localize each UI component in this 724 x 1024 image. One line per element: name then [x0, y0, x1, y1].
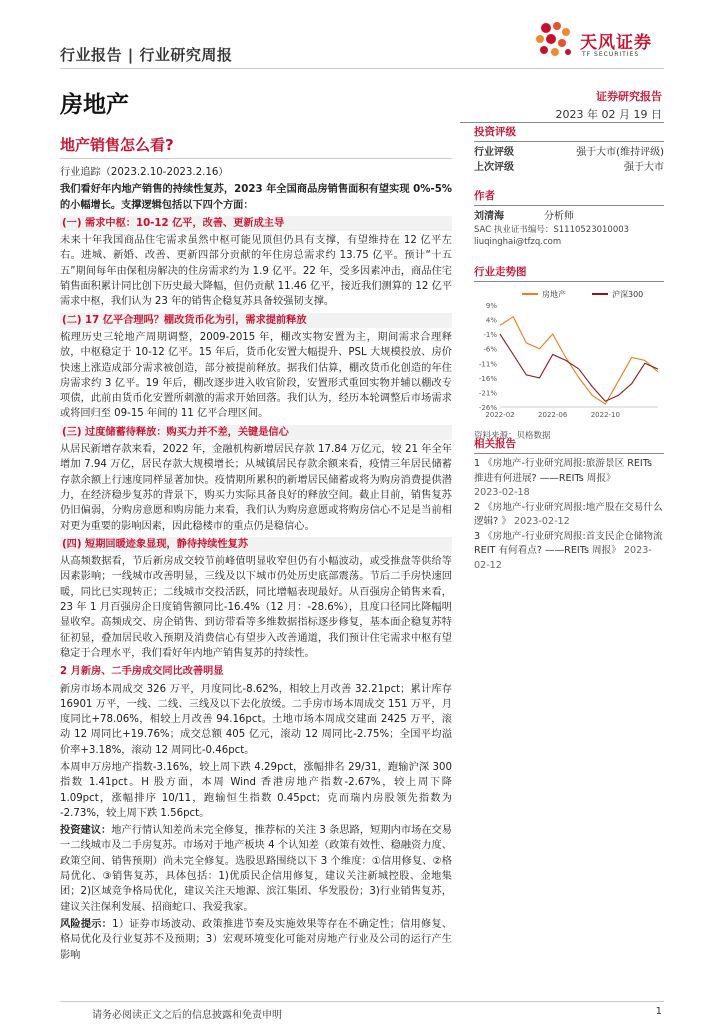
author-box: [474, 188, 664, 248]
related-item[interactable]: 3 《房地产-行业研究周报:首支民企仓储物流 REIT 有何看点? ——REITs 周报》 2023-02-12: [474, 530, 663, 571]
section-1-title: (一) 需求中枢：10-12 亿平，改善、更新成主导: [60, 216, 452, 231]
investment-body: 地产行情认知差尚未完全修复，推荐标的关注 3 条思路，短期内市场在交易一二线城市及二手房复苏。市场对于地产板块 4 个认知差（政策有效性、稳融资力度、政策空间、销售预期）尚未完全修复。选股思路围绕以下 3 个维度：①信用修复、②格局优化、③销售复苏，具体包括：1)优质民企信用修复，建议关注新城控股、金地集团；2)区域竞争格局优化，建议关注天地源、滨江集团、华发股份；3)行业销售复苏，建议关注保利发展、招商蛇口、我爱我家。: [60, 825, 452, 913]
logo-icon: [532, 18, 578, 64]
related-item[interactable]: 2 《房地产-行业研究周报:地产股在交易什么逻辑? 》 2023-02-12: [474, 501, 663, 527]
trend-chart: [474, 285, 664, 425]
investment-label: 投资建议：: [60, 825, 112, 837]
report-label: 证券研究报告: [596, 90, 662, 103]
series-line: [500, 334, 658, 401]
risk-warning: [60, 917, 452, 963]
author-role: 分析师: [544, 211, 574, 222]
logo-subtext: TF SECURITIES: [582, 51, 640, 58]
legend-label: 沪深300: [612, 290, 644, 299]
section-2-body: 梳理历史三轮地产周期调整，2009-2015 年，棚改实物安置为主，期间需求合理释放，中枢稳定于 10-12 亿平。15 年后，货币化安置大幅提升、PSL 大规模投放、房价快速上涨造成部分需求被创造，部分被提前释放。据我们估算，棚改货币化创造的年住房需求约 3 亿平。19 年后，棚改逐步进入收官阶段，安置形式重回实物并辅以棚改专项债，此前由货币化安置所刺激的需求开始回落。我们认为，经历本轮调整后市场需求或将回归至 09-15 年间的 11 亿平合理区间。: [60, 331, 452, 420]
title-divider: [60, 158, 452, 159]
investment-advice: [60, 823, 452, 915]
page-number: 1: [655, 1006, 662, 1017]
y-tick-label: -26%: [478, 404, 497, 412]
footer-divider: [60, 1001, 664, 1002]
author-name: 刘清海: [474, 211, 504, 222]
section-4-body: 从高频数据看，节后新房成交较节前峰值明显收窄但仍有小幅波动，或受推盘等供给等因素影响；一线城市改善明显，三线及以下城市仍处历史底部震荡。节后二手房快速回暖，同比已实现转正；二线城市交投活跃，同比增幅表现最好。从百强房企销售来看，23 年 1 月百强房企日度销售额同比-16.4%（12 月：-28.6%），且度口径同比降幅明显收窄。高频成交、房企销售、到访带看等多维数据指标逐步修复，基本面企稳复苏特征初显，叠加居民收入预期及消费信心有望步入改善通道，我们预计住宅需求中枢有望稳定于合理水平，我们看好年内地产销售复苏的持续性。: [60, 556, 452, 659]
industry-title: 房地产: [60, 92, 129, 118]
footer-disclaimer: 请务必阅读正文之后的信息披露和免责申明: [92, 1010, 282, 1021]
rating-value: 强于大市(维持评级): [576, 147, 664, 158]
series-line: [500, 317, 658, 404]
y-tick-label: -1%: [483, 331, 497, 340]
y-tick-label: -21%: [478, 389, 497, 398]
main-content: [60, 165, 452, 965]
report-date: 2023 年 02 月 19 日: [555, 108, 662, 121]
author-title: 作者: [474, 188, 664, 206]
rating-box: [474, 124, 664, 175]
chart-source: 资料来源：贝格数据: [474, 431, 551, 441]
section-5-body-1: 新房市场本周成交 326 万平，月度同比-8.62%，相较上月改善 32.21pct；累计库存 16901 万平，一线、二线、三线及以下去化放缓。二手房市场本周成交 151 万平，月度同比+78.06%，相较上月改善 94.16pct。土地市场本周成交建面 2425 万平，滚动 12 周同比+19.76%；成交总额 405 亿元，滚动 12 周同比-2.75%；全国平均溢价率+3.18%，滚动 12 周同比-0.46pct。: [60, 683, 452, 756]
rating-row: [474, 145, 664, 160]
prev-rating-value: 强于大市: [624, 162, 664, 173]
author-row: [474, 209, 664, 224]
section-5-title: 2 月新房、二手房成交同比改善明显: [60, 666, 224, 678]
y-tick-label: -16%: [478, 374, 497, 383]
y-tick-label: 4%: [485, 316, 497, 325]
legend-label: 房地产: [542, 290, 566, 299]
related-box: [474, 436, 664, 573]
section-2-title: (二) 17 亿平合理吗？棚改货币化为引，需求提前释放: [60, 313, 452, 328]
y-tick-label: -6%: [483, 345, 497, 354]
y-tick-label: 9%: [485, 302, 497, 310]
tracking-period: 行业追踪（2023.2.10-2023.2.16）: [60, 167, 229, 178]
date-divider: [460, 122, 664, 123]
section-4-title: (四) 短期回暖迹象显现，静待持续性复苏: [60, 537, 452, 552]
author-email[interactable]: liuqinghai@tfzq.com: [474, 237, 562, 247]
x-tick-label: 2022-02: [485, 411, 515, 419]
section-5-body-2: 本周申万房地产指数-3.16%，较上周下跌 4.29pct，涨幅排名 29/31，跑输沪深 300 指数 1.41pct。H 股方面，本周 Wind 香港房地产指数-2.67%，较上周下降 1.09pct，涨幅排序 10/11，跑输恒生指数 0.45pct；克而瑞内房股领先指数为 -2.73%，较上周下跌 1.56pct。: [60, 761, 452, 819]
logo: [532, 14, 672, 66]
chart-box: [474, 264, 664, 442]
report-type: 行业报告 | 行业研究周报: [60, 46, 233, 64]
risk-label: 风险提示：: [60, 918, 113, 930]
x-tick-label: 2022-06: [538, 411, 568, 419]
logo-text: 天风证券: [580, 33, 652, 53]
rating-title: 投资评级: [474, 124, 664, 142]
chart-title: 行业走势图: [474, 264, 664, 282]
x-tick-label: 2022-10: [590, 411, 620, 419]
prev-rating-label: 上次评级: [474, 162, 514, 173]
related-title: 相关报告: [474, 436, 664, 454]
rating-label: 行业评级: [474, 147, 514, 158]
report-title: 地产销售怎么看?: [60, 136, 174, 154]
summary: 我们看好年内地产销售的持续性复苏，2023 年全国商品房销售面积有望实现 0%-5%的小幅增长。支撑逻辑包括以下四个方面：: [60, 184, 452, 211]
y-tick-label: -11%: [478, 360, 497, 369]
section-3-body: 从居民新增存款来看，2022 年，金融机构新增居民存款 17.84 万亿元，较 21 年全年增加 7.94 万亿，居民存款大规模增长；从城镇居民存款余额来看，疫情三年居民储蓄存款余额上行速度同样显著加快。疫情期所累积的新增居民储蓄或将为购房消费提供潜力，在经济稳步复苏的背景下，购买力实际具备良好的释放空间。截止目前，销售复苏仍旧偏弱，分购房意愿和购房能力来看，我们认为购房意愿或将购房信心不足是当前相对更为重要的影响因素，因此稳楼市的重点仍是稳信心。: [60, 444, 452, 532]
prev-rating-row: [474, 160, 664, 175]
risk-body: 1）证券市场波动、政策推进节奏及实施效果等存在不确定性；信用修复、格局优化及行业复苏不及预期；3）宏观环境变化可能对房地产行业及公司的运行产生影响: [60, 918, 453, 961]
section-1-body: 未来十年我国商品住宅需求虽然中枢可能见顶但仍具有支撑，有望维持在 12 亿平左右。进城、新婚、改善、更新四部分贡献的年住房总需求约 13.75 亿平。预计“十五五”期间每年由保租房解决的住房需求约为 1.9 亿平。22 年，受多因素冲击，商品住宅销售面积累计同比创下历史最大降幅，但仍贡献 11.46 亿平，接近我们测算的 12 亿平需求中枢，我们认为 23 年的销售企稳复苏具备较强韧支撑。: [60, 235, 452, 308]
section-3-title: (三) 过度储蓄待释放：购买力并不差，关键是信心: [60, 425, 452, 440]
author-sac: SAC 执业证书编号：S1110523010003: [474, 225, 630, 235]
related-item[interactable]: 1 《房地产-行业研究周报:旅游景区 REITs 推进有何进展? ——REITs 周报》 2023-02-18: [474, 458, 653, 498]
header-divider: [60, 68, 664, 69]
